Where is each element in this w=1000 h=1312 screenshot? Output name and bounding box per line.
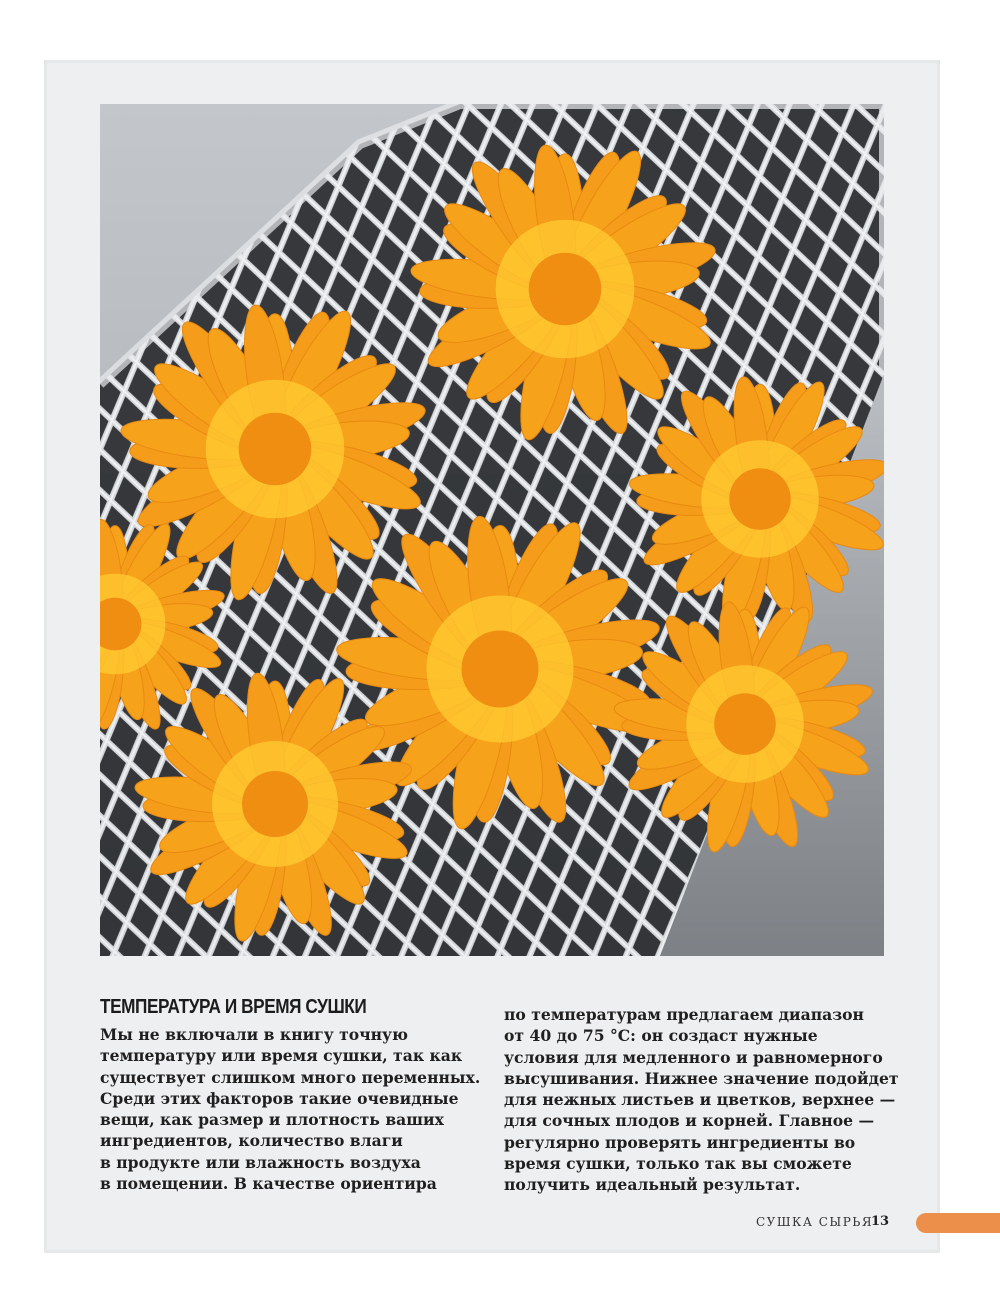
calendula-flower bbox=[409, 143, 720, 444]
text-line: время сушки, только так вы сможете bbox=[504, 1154, 852, 1174]
text-line: вещи, как размер и плотность ваших bbox=[100, 1110, 444, 1130]
text-line: температуру или время сушки, так как bbox=[100, 1046, 463, 1066]
left-text-column bbox=[100, 1024, 480, 1194]
text-line: регулярно проверять ингредиенты во bbox=[504, 1132, 856, 1152]
calendula-flower bbox=[119, 303, 430, 604]
page-number: 13 bbox=[871, 1214, 890, 1229]
text-line: в помещении. В качестве ориентира bbox=[100, 1174, 437, 1194]
text-line: по температурам предлагаем диапазон bbox=[504, 1005, 864, 1024]
running-footer-title: СУШКА СЫРЬЯ bbox=[756, 1215, 874, 1229]
text-line: Мы не включали в книгу точную bbox=[100, 1025, 409, 1044]
text-line: для нежных листьев и цветков, верхнее — bbox=[504, 1090, 896, 1110]
calendula-photo bbox=[100, 104, 884, 956]
text-line: получить идеальный результат. bbox=[504, 1175, 801, 1195]
text-line: от 40 до 75 °C: он создаст нужные bbox=[504, 1026, 818, 1046]
text-line: существует слишком много переменных. bbox=[100, 1067, 481, 1087]
page-tab-marker bbox=[916, 1213, 1000, 1233]
right-text-column bbox=[504, 1004, 899, 1196]
section-heading: ТЕМПЕРАТУРА И ВРЕМЯ СУШКИ bbox=[100, 996, 367, 1018]
text-line: Среди этих факторов такие очевидные bbox=[100, 1088, 459, 1108]
text-line: ингредиентов, количество влаги bbox=[100, 1131, 403, 1151]
text-line: высушивания. Нижнее значение подойдет bbox=[504, 1068, 899, 1088]
calendula-flower bbox=[628, 375, 884, 631]
text-line: условия для медленного и равномерного bbox=[504, 1047, 883, 1067]
text-line: для сочных плодов и корней. Главное — bbox=[504, 1111, 875, 1131]
text-line: в продукте или влажность воздуха bbox=[100, 1152, 421, 1172]
